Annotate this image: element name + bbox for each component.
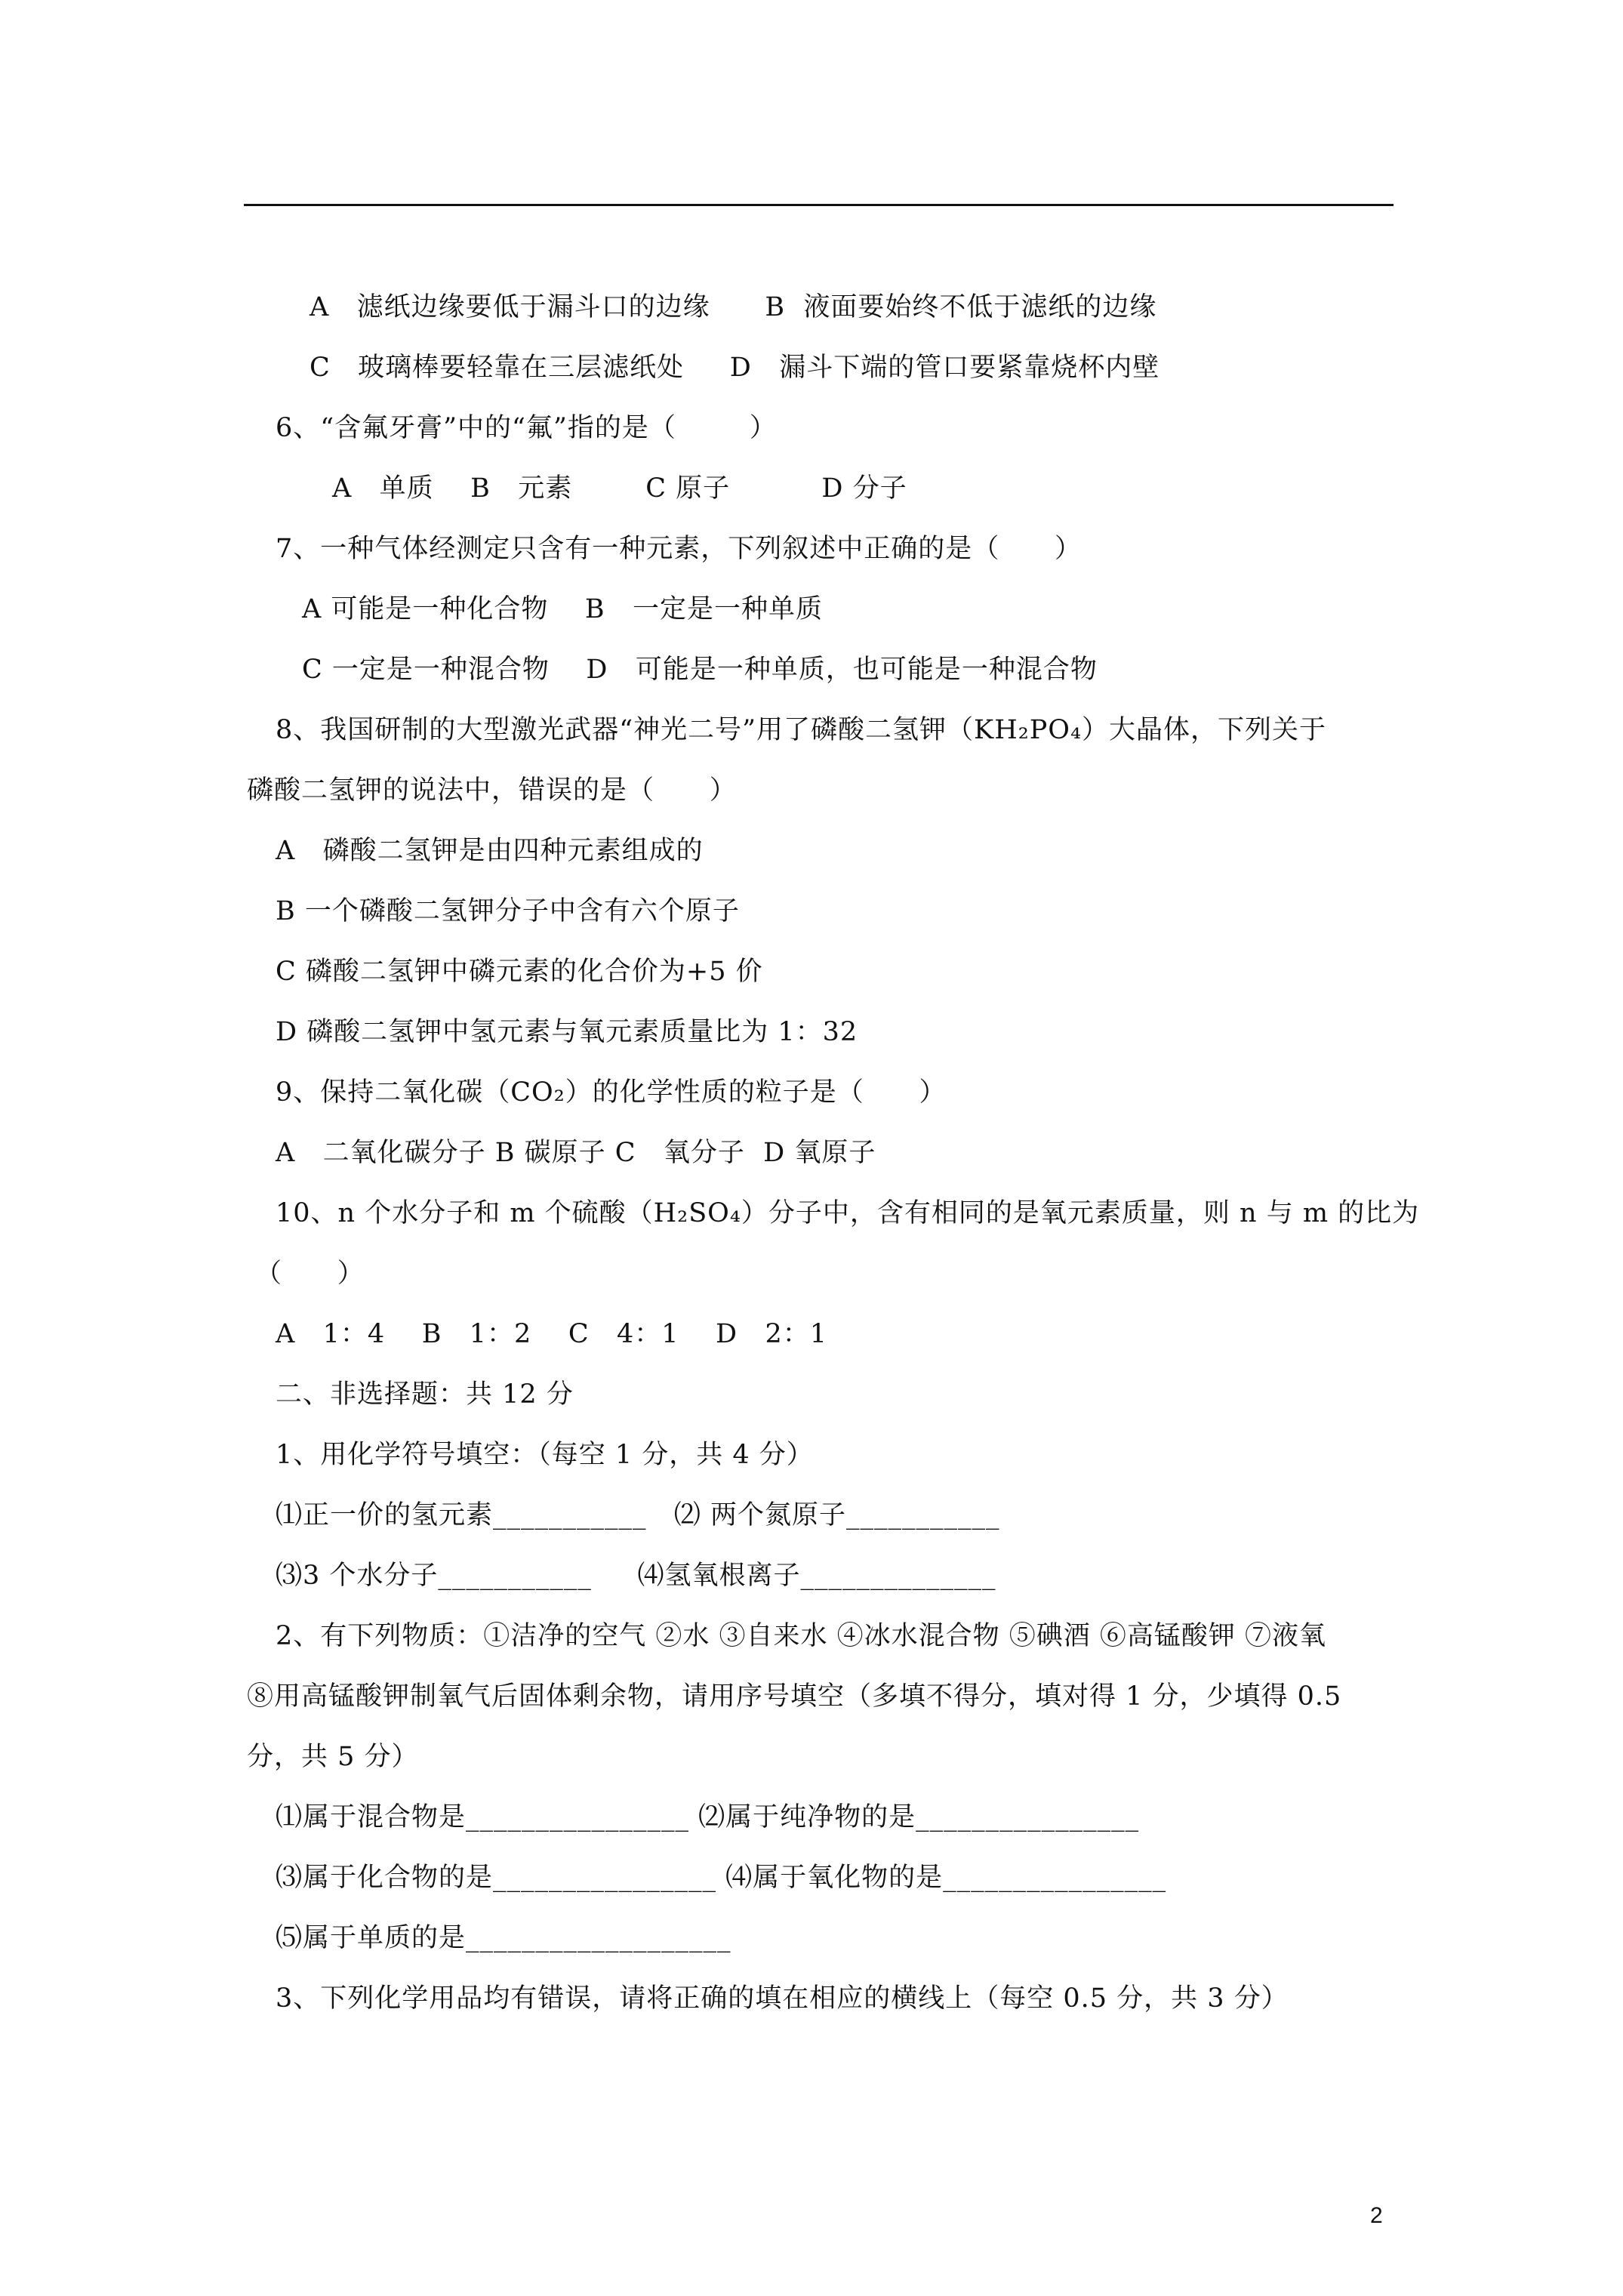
- option-line: C 磷酸二氢钾中磷元素的化合价为+5 价: [276, 957, 763, 987]
- section-heading: 二、非选择题：共 12 分: [276, 1379, 574, 1410]
- question-8-continued: 磷酸二氢钾的说法中，错误的是（ ）: [247, 775, 737, 806]
- question-1: 1、用化学符号填空：（每空 1 分，共 4 分）: [276, 1440, 814, 1470]
- option-line: A 可能是一种化合物 B 一定是一种单质: [302, 594, 824, 624]
- option-line: C 玻璃棒要轻靠在三层滤纸处 D 漏斗下端的管口要紧靠烧杯内壁: [310, 353, 1160, 383]
- question-3: 3、下列化学用品均有错误，请将正确的填在相应的横线上（每空 0.5 分，共 3 分）: [276, 1983, 1289, 2014]
- question-8: 8、我国研制的大型激光武器“神光二号”用了磷酸二氢钾（KH₂PO₄）大晶体，下列关于: [276, 715, 1327, 745]
- question-6: 6、“含氟牙膏”中的“氟”指的是（ ）: [276, 413, 777, 443]
- question-2: 2、有下列物质：①洁净的空气 ②水 ③自来水 ④冰水混合物 ⑤碘酒 ⑥高锰酸钾 ⑦液氧: [276, 1621, 1327, 1651]
- fill-blank-line: ⑸属于单质的是___________________: [276, 1923, 731, 1953]
- option-line: A 1：4 B 1：2 C 4：1 D 2：1: [276, 1319, 827, 1349]
- fill-blank-line: ⑴属于混合物是________________ ⑵属于纯净物的是________________: [276, 1802, 1140, 1832]
- fill-blank-line: ⑶属于化合物的是________________ ⑷属于氧化物的是________________: [276, 1863, 1167, 1893]
- header-rule: [244, 204, 1394, 206]
- page-number: 2: [1370, 2203, 1383, 2228]
- option-line: A 磷酸二氢钾是由四种元素组成的: [276, 836, 704, 866]
- fill-blank-line: ⑴正一价的氢元素___________ ⑵ 两个氮原子___________: [276, 1500, 1000, 1530]
- question-7: 7、一种气体经测定只含有一种元素，下列叙述中正确的是（ ）: [276, 534, 1083, 564]
- question-10-continued: （ ）: [255, 1259, 365, 1289]
- fill-blank-line: ⑶3 个水分子___________ ⑷氢氧根离子______________: [276, 1561, 996, 1591]
- option-line: C 一定是一种混合物 D 可能是一种单质，也可能是一种混合物: [302, 655, 1098, 685]
- question-2-continued: 分，共 5 分）: [247, 1742, 419, 1772]
- question-10: 10、n 个水分子和 m 个硫酸（H₂SO₄）分子中，含有相同的是氧元素质量，则 n 与 m 的比为: [276, 1198, 1420, 1228]
- question-2-continued: ⑧用高锰酸钾制氧气后固体剩余物，请用序号填空（多填不得分，填对得 1 分，少填得 0.5: [247, 1681, 1342, 1712]
- option-line: B 一个磷酸二氢钾分子中含有六个原子: [276, 896, 740, 926]
- option-line: D 磷酸二氢钾中氢元素与氧元素质量比为 1：32: [276, 1017, 858, 1047]
- option-line: A 滤纸边缘要低于漏斗口的边缘 B 液面要始终不低于滤纸的边缘: [310, 292, 1157, 322]
- question-9: 9、保持二氧化碳（CO₂）的化学性质的粒子是（ ）: [276, 1077, 947, 1108]
- option-line: A 单质 B 元素 C 原子 D 分子: [332, 473, 907, 504]
- option-line: A 二氧化碳分子 B 碳原子 C 氧分子 D 氧原子: [276, 1138, 876, 1168]
